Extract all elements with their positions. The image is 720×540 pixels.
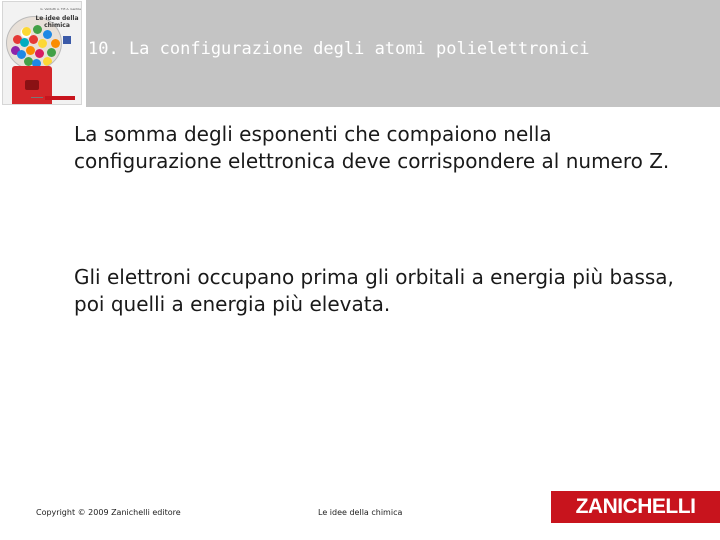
book-cover-image bbox=[2, 1, 82, 105]
cover-line bbox=[31, 97, 43, 98]
cover-title: Le idee della chimica bbox=[35, 15, 79, 29]
paragraph-orbital-filling: Gli elettroni occupano prima gli orbitali a energia più bassa, poi quelli a energia più elevata. bbox=[74, 265, 674, 316]
cover-publisher-strip bbox=[45, 96, 75, 100]
title-bar bbox=[0, 0, 720, 107]
gumball-machine-chute bbox=[25, 80, 39, 90]
slide-title: 10. La configurazione degli atomi polielettronici bbox=[88, 39, 590, 59]
cover-mark bbox=[63, 36, 71, 44]
paragraph-exponent-sum: La somma degli esponenti che compaiono nella configurazione elettronica deve corrispondere al numero Z. bbox=[74, 122, 670, 173]
publisher-logo: ZANICHELLI bbox=[551, 491, 720, 523]
book-cover-thumbnail bbox=[0, 0, 86, 107]
footer-book-title: Le idee della chimica bbox=[318, 508, 403, 517]
cover-authors: G. Valitutti A. Tifi A. Gentile bbox=[40, 7, 81, 11]
footer-copyright: Copyright © 2009 Zanichelli editore bbox=[36, 508, 181, 517]
